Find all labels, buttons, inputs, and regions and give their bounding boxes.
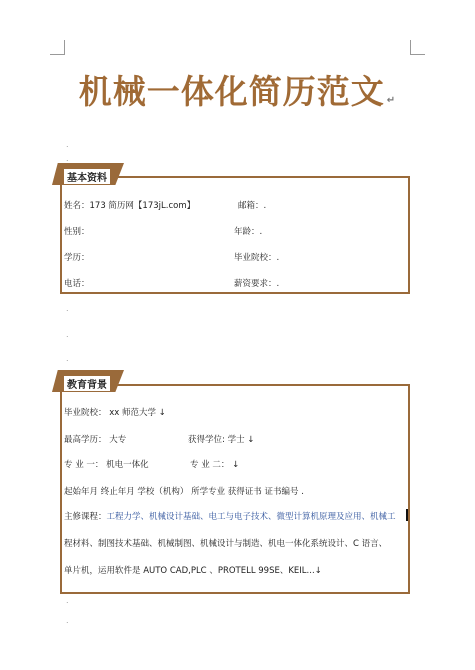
empty-paragraph-mark: . — [66, 616, 69, 625]
education-school[interactable]: 毕业院校： xx 师范大学 ↓ — [64, 408, 166, 418]
basic-row-gender[interactable]: 性别： — [64, 227, 90, 237]
education-courses-line1[interactable] — [64, 510, 396, 522]
page-corner-mark-top-left — [50, 40, 65, 55]
empty-paragraph-mark: . — [66, 304, 69, 313]
basic-row-salary[interactable]: 薪资要求：. — [234, 279, 280, 289]
empty-paragraph-mark: . — [66, 354, 69, 363]
education-academic-degree[interactable]: 获得学位: 学士 ↓ — [188, 435, 255, 445]
courses-list-start: 工程力学、机械设计基础、电工与电子技术、微型计算机原理及应用、机械工 — [106, 512, 396, 522]
empty-paragraph-mark: . — [66, 140, 69, 149]
basic-row-name[interactable]: 姓名：173 简历网【173jL.com】 — [64, 201, 196, 211]
empty-paragraph-mark: . — [66, 154, 69, 163]
basic-row-email[interactable]: 邮箱：. — [238, 201, 267, 211]
education-columns[interactable]: 起始年月 终止年月 学校（机构） 所学专业 获得证书 证书编号 . — [64, 487, 304, 497]
title-text: 机械一体化简历范文 — [78, 72, 385, 111]
basic-row-age[interactable]: 年龄：. — [234, 227, 263, 237]
text-cursor — [406, 509, 408, 521]
education-heading: 教育背景 — [64, 376, 110, 391]
basic-row-education[interactable]: 学历： — [64, 253, 90, 263]
page-corner-mark-top-right — [410, 40, 425, 55]
education-courses-line3[interactable]: 单片机，运用软件是 AUTO CAD,PLC 、PROTELL 99SE、KEIL...↓ — [64, 566, 322, 576]
basic-row-school[interactable]: 毕业院校：. — [234, 253, 280, 263]
education-degree[interactable]: 最高学历： 大专 — [64, 435, 127, 445]
empty-paragraph-mark: . — [66, 330, 69, 339]
education-major-one[interactable]: 专 业 一： 机电一体化 — [64, 460, 149, 470]
education-courses-line2[interactable]: 程材料、制图技术基础、机械制图、机械设计与制造、机电一体化系统设计、C 语言、 — [64, 539, 388, 549]
courses-label: 主修课程： — [64, 512, 107, 522]
empty-paragraph-mark: . — [66, 596, 69, 605]
paragraph-mark: ↵ — [386, 95, 397, 106]
page-title — [0, 66, 475, 113]
basic-row-phone[interactable]: 电话： — [64, 279, 90, 289]
basic-info-heading: 基本资料 — [64, 169, 110, 184]
education-major-two[interactable]: 专 业 二： ↓ — [190, 460, 240, 470]
